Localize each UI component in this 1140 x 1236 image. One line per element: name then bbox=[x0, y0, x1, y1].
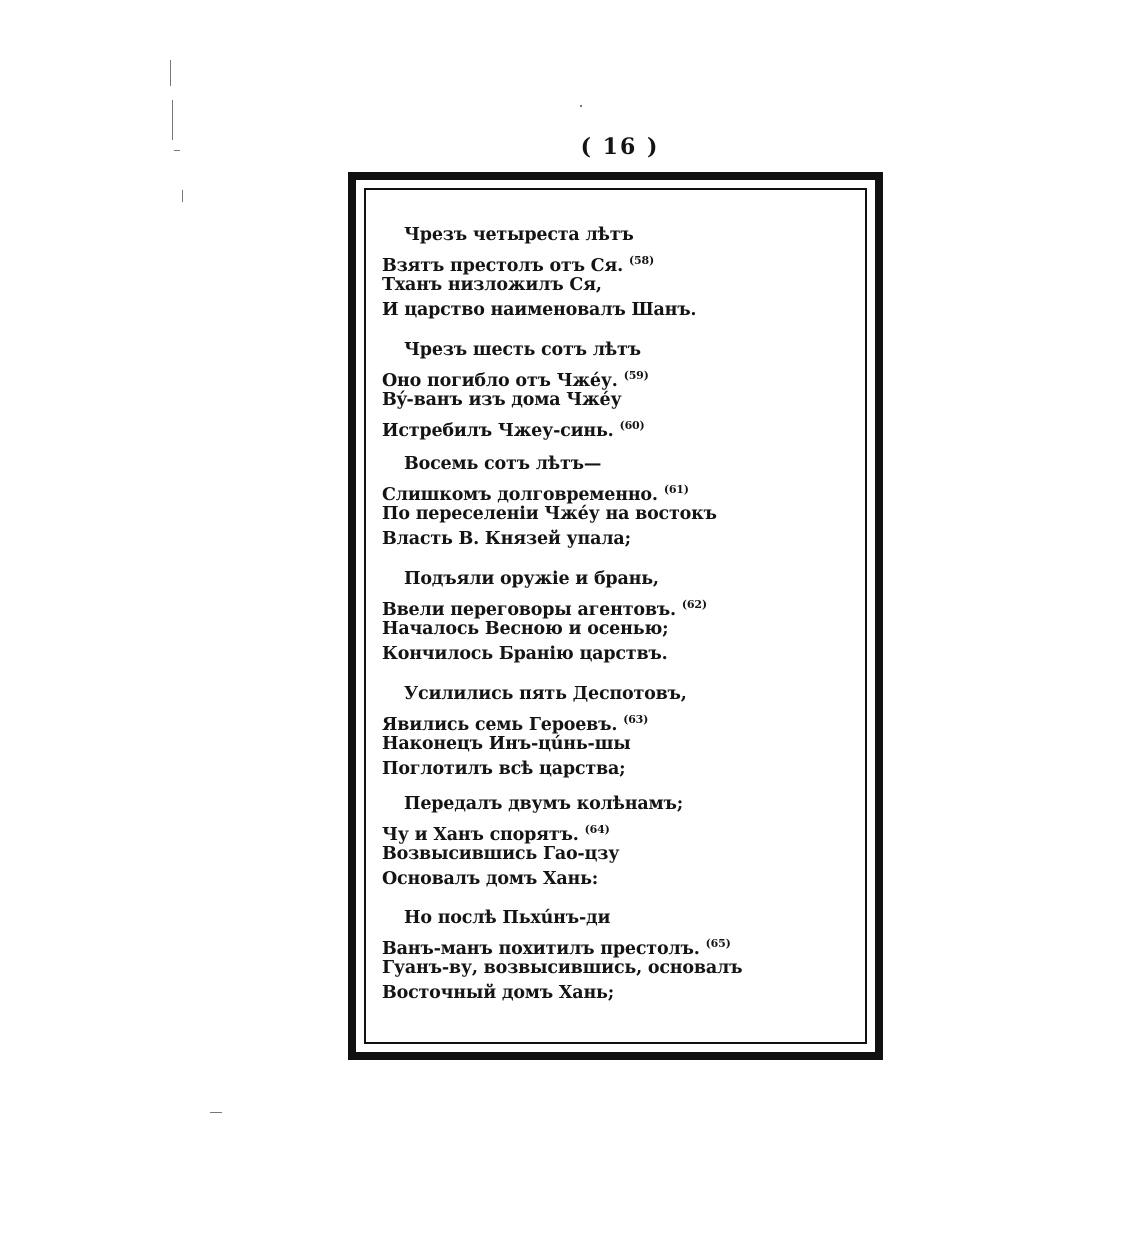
verse-line: Ввели переговоры агентовъ. $^{(62)}$ bbox=[382, 598, 707, 620]
scan-speck bbox=[170, 60, 171, 86]
verse-line: Восемь сотъ лѣтъ— bbox=[404, 454, 602, 474]
verse-line: Возвысившись Гао-цзу bbox=[382, 844, 620, 864]
verse-line: Кончилось Бранiю царствъ. bbox=[382, 644, 668, 664]
footnote-ref: (62) bbox=[681, 598, 707, 611]
stanza bbox=[382, 682, 862, 782]
verse-line: Власть В. Князей упала; bbox=[382, 529, 631, 549]
verse-line: Чрезъ шесть сотъ лѣтъ bbox=[404, 340, 641, 360]
verse-line: Истребилъ Чжеу-синь. $^{(60)}$ bbox=[382, 419, 645, 441]
footnote-ref: (65) bbox=[705, 937, 731, 950]
footnote-ref: (58) bbox=[629, 254, 654, 267]
scan-speck bbox=[210, 1112, 222, 1113]
scan-speck bbox=[172, 100, 173, 140]
verse-line: Передалъ двумъ колѣнамъ; bbox=[404, 794, 684, 814]
scan-speck bbox=[174, 150, 180, 151]
stanza bbox=[382, 906, 862, 1006]
verse-line: Слишкомъ долговременно. $^{(61)}$ bbox=[382, 483, 689, 505]
verse-line: Взятъ престолъ отъ Ся. $^{(58)}$ bbox=[382, 254, 654, 276]
verse-line: Ванъ-манъ похитилъ престолъ. $^{(65)}$ bbox=[382, 937, 731, 959]
verse-line: По переселенiи Чжéу на востокъ bbox=[382, 504, 717, 524]
scan-speck bbox=[580, 105, 582, 107]
verse-line: Началось Весною и осенью; bbox=[382, 619, 669, 639]
stanza bbox=[382, 567, 862, 667]
verse-line: Основалъ домъ Хань: bbox=[382, 869, 599, 889]
footnote-ref: (60) bbox=[619, 419, 645, 432]
verse-line: Вý-ванъ изъ дома Чжéу bbox=[382, 390, 622, 410]
footnote-ref: (63) bbox=[623, 713, 649, 726]
stanza bbox=[382, 792, 862, 892]
verse-line: Явились семь Героевъ. $^{(63)}$ bbox=[382, 713, 649, 735]
verse-line: Наконецъ Инъ-цúнь-шы bbox=[382, 734, 631, 754]
stanza bbox=[382, 452, 862, 552]
verse-line: Подъяли оружiе и брань, bbox=[404, 569, 659, 589]
verse-line: Поглотилъ всѣ царства; bbox=[382, 759, 626, 779]
verse-line: Но послѣ Пьхúнъ-ди bbox=[404, 908, 611, 928]
page-number: ( 16 ) bbox=[580, 134, 660, 160]
stanza bbox=[382, 223, 862, 323]
verse-line: Восточный домъ Хань; bbox=[382, 983, 614, 1003]
verse-line: И царство наименовалъ Шанъ. bbox=[382, 300, 697, 320]
verse-line: Гуанъ-ву, возвысившись, основалъ bbox=[382, 958, 743, 978]
verse-line: Чу и Ханъ спорятъ. $^{(64)}$ bbox=[382, 823, 610, 845]
verse-line: Чрезъ четыреста лѣтъ bbox=[404, 225, 634, 245]
scan-speck bbox=[182, 190, 183, 202]
stanza bbox=[382, 338, 862, 441]
footnote-ref: (59) bbox=[623, 369, 649, 382]
verse-line: Усилились пять Деспотовъ, bbox=[404, 684, 687, 704]
footnote-ref: (64) bbox=[584, 823, 610, 836]
verse-line: Тханъ низложилъ Ся, bbox=[382, 275, 602, 295]
footnote-ref: (61) bbox=[663, 483, 689, 496]
verse-line: Оно погибло отъ Чжéу. $^{(59)}$ bbox=[382, 369, 649, 391]
